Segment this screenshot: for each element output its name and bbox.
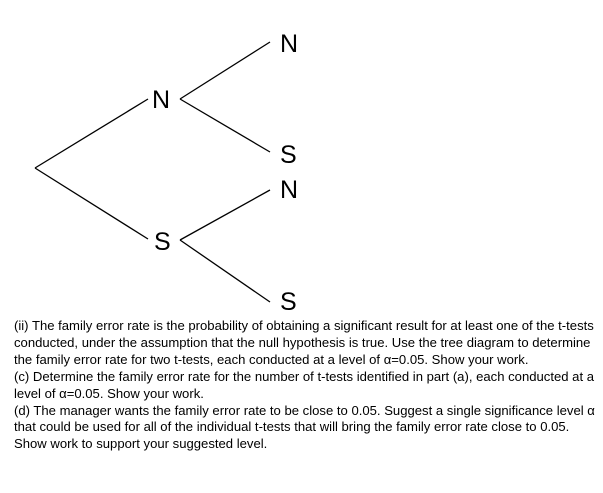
question-part-ii: (ii) The family error rate is the probability of obtaining a significant result for at least one of the t-tests conducted, under the assumption that the null hypothesis is true. Use the tree diagram to determine the family error rate for two t-tests, each conducted at a level of α=0.05. Show your work. xyxy=(14,318,594,367)
node-top-upper-n: N xyxy=(280,30,299,58)
node-bottom-lower-s: S xyxy=(280,288,297,316)
branch-root-to-n xyxy=(35,99,148,168)
node-top-lower-s: S xyxy=(280,141,297,169)
node-level1-s: S xyxy=(154,228,171,256)
branch-root-to-s xyxy=(35,168,148,239)
branch-s-to-n xyxy=(180,190,270,240)
branch-s-to-s xyxy=(180,240,270,302)
branch-n-to-s xyxy=(180,99,270,152)
question-text xyxy=(14,318,599,453)
node-level1-n: N xyxy=(152,86,171,114)
branch-n-to-n xyxy=(180,42,270,99)
question-part-d: (d) The manager wants the family error rate to be close to 0.05. Suggest a single significance level α that could be used for all of the individual t-tests that will bring the family error rate close to 0.05. Show work to support your suggested level. xyxy=(14,402,595,452)
question-part-c: (c) Determine the family error rate for the number of t-tests identified in part (a), each conducted at a level of α=0.05. Show your work. xyxy=(14,368,595,401)
node-bottom-upper-n: N xyxy=(280,176,299,204)
